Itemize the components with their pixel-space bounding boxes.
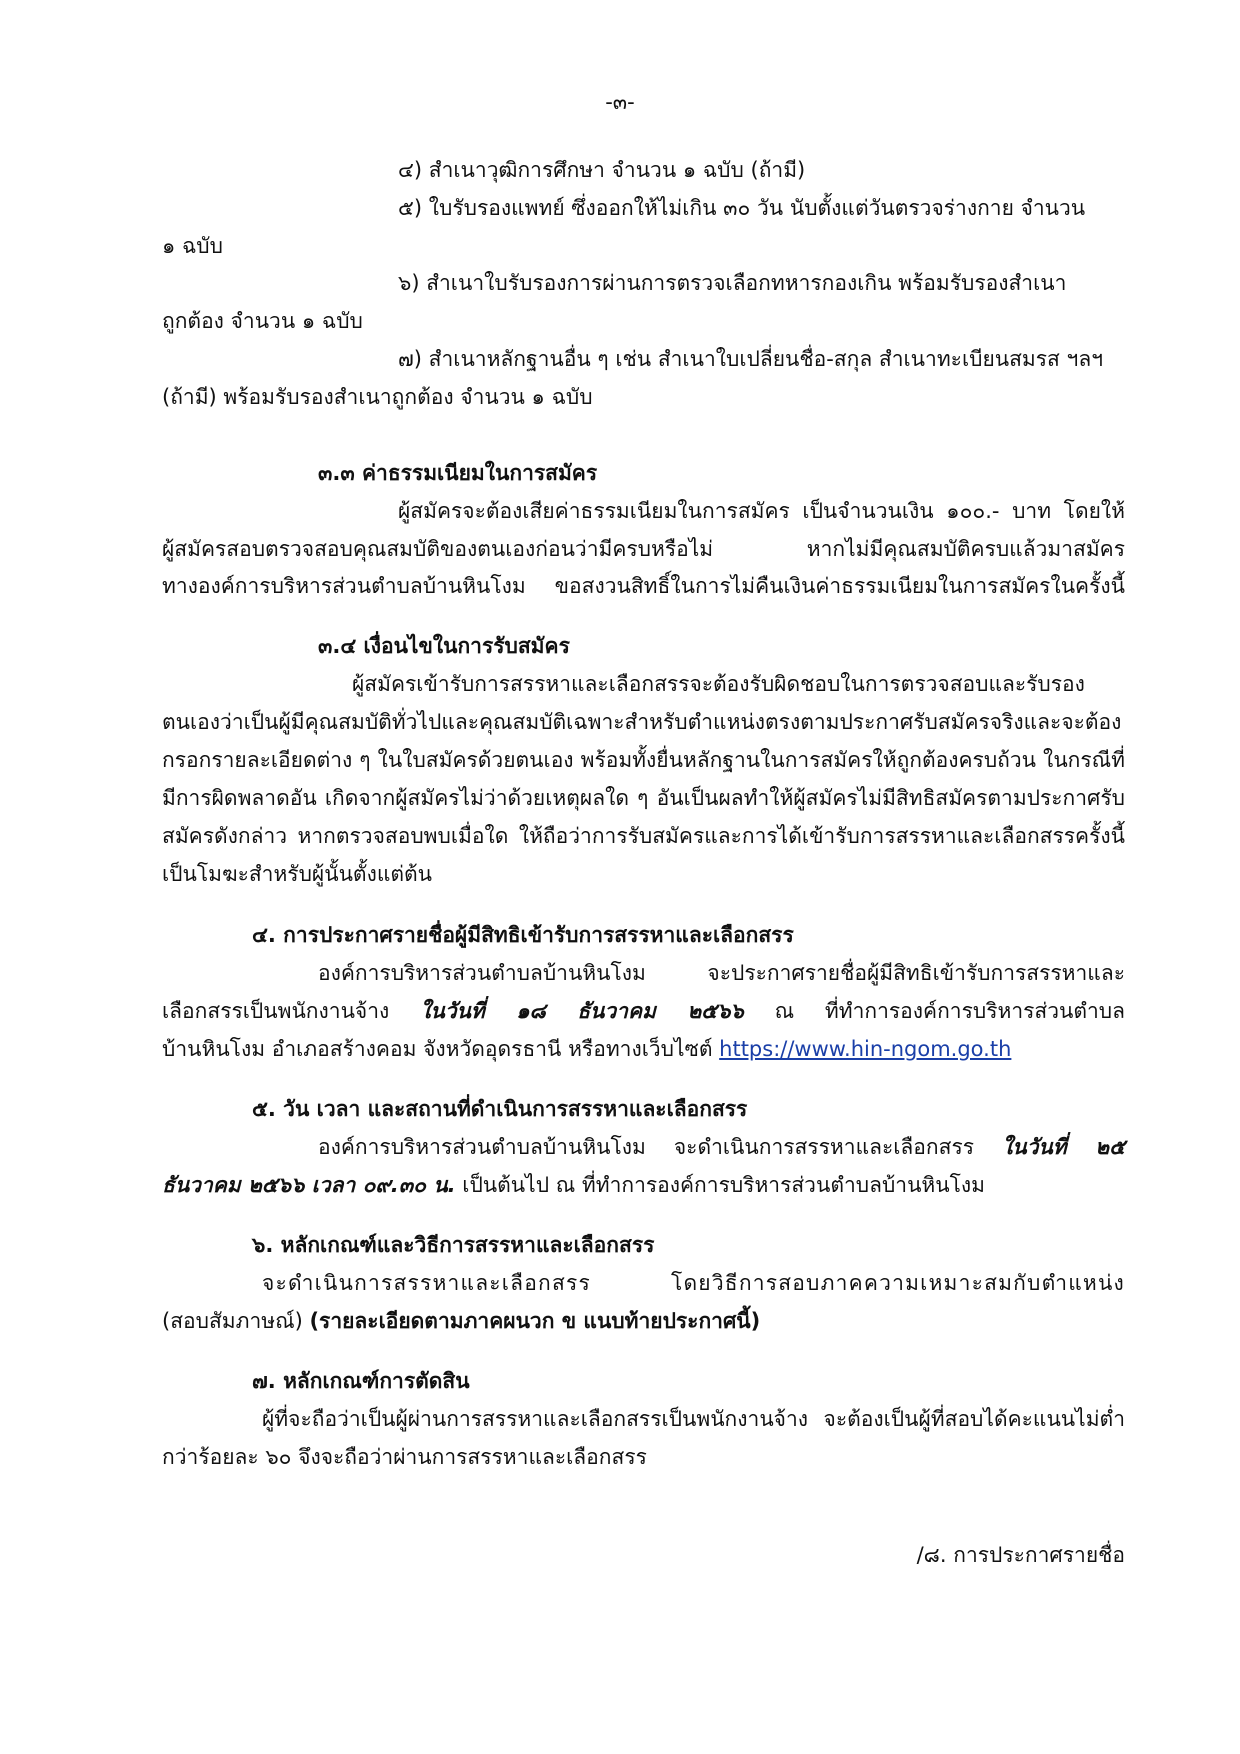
- section-5-line1: [318, 1132, 1125, 1162]
- section-4-line2: [162, 996, 1125, 1026]
- section-5-line1-text: องค์การบริหารส่วนตำบลบ้านหินโงม จะดำเนินการสรรหาและเลือกสรร: [318, 1135, 974, 1159]
- selection-date-time: ธันวาคม ๒๕๖๖ เวลา ๐๙.๓๐ น.: [162, 1173, 456, 1197]
- section-3-4-line3: กรอกรายละเอียดต่าง ๆ ในใบสมัครด้วยตนเอง พร้อมทั้งยื่นหลักฐานในการสมัครให้ถูกต้องครบถ้วน ในกรณีที่: [162, 748, 1125, 772]
- doc-item-5-line2: ๑ ฉบับ: [162, 234, 223, 258]
- section-7-line1: ผู้ที่จะถือว่าเป็นผู้ผ่านการสรรหาและเลือกสรรเป็นพนักงานจ้าง จะต้องเป็นผู้ที่สอบได้คะแนนไม่ต่ำ: [262, 1407, 1125, 1431]
- section-3-3-heading: ๓.๓ ค่าธรรมเนียมในการสมัคร: [318, 461, 598, 485]
- section-3-3-line1: ผู้สมัครจะต้องเสียค่าธรรมเนียมในการสมัคร เป็นจำนวนเงิน ๑๐๐.- บาท โดยให้: [398, 499, 1125, 523]
- doc-item-4: ๔) สำเนาวุฒิการศึกษา จำนวน ๑ ฉบับ (ถ้ามี): [398, 158, 806, 182]
- section-6-line1: จะดำเนินการสรรหาและเลือกสรร โดยวิธีการสอบภาคความเหมาะสมกับตำแหน่ง: [262, 1271, 1125, 1295]
- section-3-4-heading: ๓.๔ เงื่อนไขในการรับสมัคร: [318, 634, 570, 658]
- section-7-line2: กว่าร้อยละ ๖๐ จึงจะถือว่าผ่านการสรรหาและเลือกสรร: [162, 1445, 647, 1469]
- section-4-line1: องค์การบริหารส่วนตำบลบ้านหินโงม จะประกาศรายชื่อผู้มีสิทธิเข้ารับการสรรหาและ: [318, 961, 1125, 985]
- section-4-line2-end: ณ ที่ทำการองค์การบริหารส่วนตำบล: [774, 999, 1125, 1023]
- appendix-reference: (รายละเอียดตามภาคผนวก ข แนบท้ายประกาศนี้): [309, 1309, 761, 1333]
- section-3-4-line4: มีการผิดพลาดอัน เกิดจากผู้สมัครไม่ว่าด้วยเหตุผลใด ๆ อันเป็นผลทำให้ผู้สมัครไม่มีสิทธิสมัครตามประกาศรับ: [162, 786, 1125, 810]
- selection-date: ในวันที่ ๒๕: [1002, 1135, 1125, 1159]
- section-7-heading: ๗. หลักเกณฑ์การตัดสิน: [252, 1369, 470, 1393]
- announcement-date: ในวันที่ ๑๘ ธันวาคม ๒๕๖๖: [420, 999, 744, 1023]
- section-4-heading: ๔. การประกาศรายชื่อผู้มีสิทธิเข้ารับการสรรหาและเลือกสรร: [252, 923, 794, 947]
- section-6-heading: ๖. หลักเกณฑ์และวิธีการสรรหาและเลือกสรร: [252, 1233, 655, 1257]
- doc-item-7-line1: ๗) สำเนาหลักฐานอื่น ๆ เช่น สำเนาใบเปลี่ยนชื่อ-สกุล สำเนาทะเบียนสมรส ฯลฯ: [398, 347, 1103, 371]
- section-5-line2-text: เป็นต้นไป ณ ที่ทำการองค์การบริหารส่วนตำบลบ้านหินโงม: [462, 1173, 986, 1197]
- section-3-3-line3: ทางองค์การบริหารส่วนตำบลบ้านหินโงม ขอสงวนสิทธิ์ในการไม่คืนเงินค่าธรรมเนียมในการสมัครในครั้งนี้: [162, 574, 1125, 598]
- section-3-4-line1: ผู้สมัครเข้ารับการสรรหาและเลือกสรรจะต้องรับผิดชอบในการตรวจสอบและรับรอง: [352, 672, 1085, 696]
- section-5-heading: ๕. วัน เวลา และสถานที่ดำเนินการสรรหาและเลือกสรร: [252, 1097, 748, 1121]
- section-3-4-line2: ตนเองว่าเป็นผู้มีคุณสมบัติทั่วไปและคุณสมบัติเฉพาะสำหรับตำแหน่งตรงตามประกาศรับสมัครจริงและจะต้อง: [162, 710, 1122, 734]
- section-4-line3-text: บ้านหินโงม อำเภอสร้างคอม จังหวัดอุดรธานี หรือทางเว็บไซต์: [162, 1037, 713, 1061]
- section-6-line2: [162, 1306, 760, 1336]
- section-4-line3: [162, 1034, 1011, 1064]
- doc-item-7-line2: (ถ้ามี) พร้อมรับรองสำเนาถูกต้อง จำนวน ๑ ฉบับ: [162, 385, 593, 409]
- page-number: -๓-: [605, 90, 635, 114]
- section-3-4-line6: เป็นโมฆะสำหรับผู้นั้นตั้งแต่ต้น: [162, 862, 432, 886]
- doc-item-6-line2: ถูกต้อง จำนวน ๑ ฉบับ: [162, 309, 363, 333]
- interview-note: (สอบสัมภาษณ์): [162, 1309, 303, 1333]
- continued-marker: /๘. การประกาศรายชื่อ: [916, 1543, 1125, 1567]
- website-link[interactable]: https://www.hin-ngom.go.th: [719, 1037, 1012, 1061]
- section-3-4-line5: สมัครดังกล่าว หากตรวจสอบพบเมื่อใด ให้ถือว่าการรับสมัครและการได้เข้ารับการสรรหาและเลือกสรรครั้งนี้: [162, 824, 1125, 848]
- section-4-line2-start: เลือกสรรเป็นพนักงานจ้าง: [162, 999, 390, 1023]
- section-3-3-line2: ผู้สมัครสอบตรวจสอบคุณสมบัติของตนเองก่อนว่ามีครบหรือไม่ หากไม่มีคุณสมบัติครบแล้วมาสมัคร: [162, 537, 1125, 561]
- doc-item-5-line1: ๕) ใบรับรองแพทย์ ซึ่งออกให้ไม่เกิน ๓๐ วัน นับตั้งแต่วันตรวจร่างกาย จำนวน: [398, 196, 1086, 220]
- section-5-line2: [162, 1170, 985, 1200]
- doc-item-6-line1: ๖) สำเนาใบรับรองการผ่านการตรวจเลือกทหารกองเกิน พร้อมรับรองสำเนา: [398, 271, 1067, 295]
